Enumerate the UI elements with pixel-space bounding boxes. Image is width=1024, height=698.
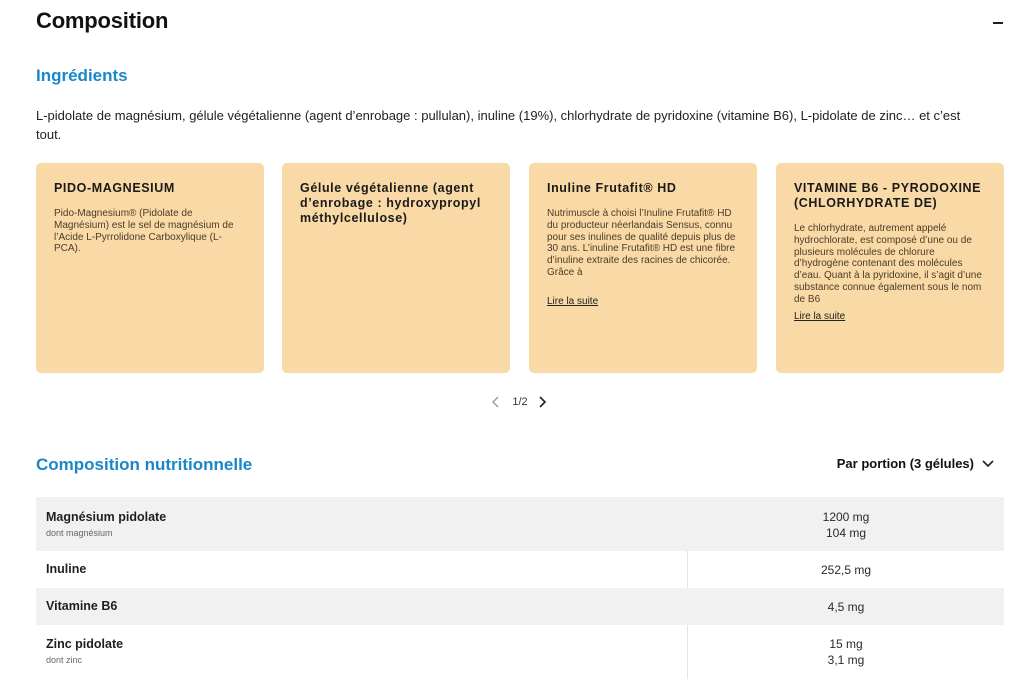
table-row <box>36 497 1004 551</box>
ingredient-card-pido-magnesium[interactable] <box>36 163 264 373</box>
ingredient-cards <box>36 163 1004 373</box>
table-row <box>36 551 1004 588</box>
nutrition-title: Composition nutritionnelle <box>36 455 253 474</box>
portion-select[interactable] <box>837 456 994 471</box>
nutrient-sub-value: 3,1 mg <box>827 653 865 667</box>
table-row <box>36 588 1004 625</box>
nutrient-sub-name: dont zinc <box>46 655 83 665</box>
nutrient-name: Zinc pidolate <box>46 637 124 651</box>
card-title: Inuline Frutafit® HD <box>547 181 677 195</box>
read-more-link[interactable]: Lire la suite <box>794 311 846 322</box>
card-title: VITAMINE B6 - PYRODOXINE (CHLORHYDRATE DE) <box>794 181 982 210</box>
pager-count: 1/2 <box>512 396 528 408</box>
table-row <box>36 625 1004 679</box>
chevron-down-icon <box>982 460 994 468</box>
read-more-link[interactable]: Lire la suite <box>547 296 599 307</box>
nutrient-sub-value: 104 mg <box>825 526 867 540</box>
carousel-pager <box>0 393 1024 413</box>
nutrient-value: 252,5 mg <box>820 563 872 577</box>
nutrient-name: Vitamine B6 <box>46 599 118 613</box>
nutrient-name: Magnésium pidolate <box>46 510 167 524</box>
card-description: Nutrimuscle à choisi l’Inuline Frutafit® HD du producteur néerlandais Sensus, connu pour ses inulines de qualité depuis plus de 30 ans. L’inuline Frutafit® HD est une fibre d’inuline extraite des racines de chicorée. Grâce à <box>547 208 736 278</box>
composition-header <box>36 8 1006 38</box>
ingredient-card-gelule[interactable] <box>282 163 510 373</box>
ingredients-text: L-pidolate de magnésium, gélule végétalienne (agent d’enrobage : pullulan), inuline (19%), chlorhydrate de pyridoxine (vitamine B6), L-pidolate de zinc… et c’est tout. <box>36 108 961 142</box>
section-title: Composition <box>36 8 169 33</box>
ingredients-title: Ingrédients <box>36 66 128 85</box>
chevron-left-icon[interactable] <box>490 393 504 411</box>
portion-label: Par portion (3 gélules) <box>836 456 974 471</box>
ingredient-card-inuline[interactable] <box>529 163 757 373</box>
card-description: Le chlorhydrate, autrement appelé hydrochlorate, est composé d’une ou de plusieurs molécules de chlorure d’hydrogène contenant des molécules d’eau. Quant à la pyridoxine, il s’agit d’une substance connue également sous le nom de B6 <box>794 223 982 305</box>
ingredient-card-vitamine-b6[interactable] <box>776 163 1004 373</box>
chevron-right-icon[interactable] <box>536 393 550 411</box>
nutrient-value: 4,5 mg <box>827 600 865 614</box>
card-title: PIDO-MAGNESIUM <box>54 181 175 195</box>
nutrient-value: 1200 mg <box>822 510 870 524</box>
collapse-icon[interactable] <box>990 10 1006 34</box>
card-description: Pido-Magnesium® (Pidolate de Magnésium) est le sel de magnésium de l’Acide L-Pyrrolidone Carboxylique (L-PCA). <box>54 208 234 255</box>
nutrient-sub-name: dont magnésium <box>46 528 113 538</box>
nutrient-value: 15 mg <box>829 637 863 651</box>
nutrient-name: Inuline <box>46 562 87 576</box>
nutrition-table <box>36 497 1004 679</box>
card-title: Gélule végétalienne (agent d’enrobage : hydroxypropylméthylcellulose) <box>300 181 481 225</box>
